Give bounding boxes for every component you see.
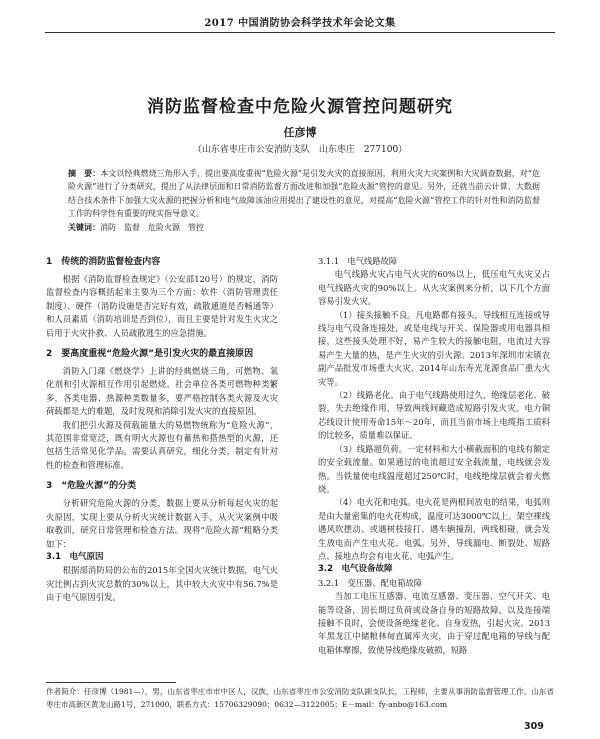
author-footnote: 作者简介：任彦博（1981—），男，山东省枣庄市市中区人，汉族，山东省枣庄市公安消防支队副支队长，工程师，主要从事消防监督管理工作。山东省枣庄市高新区黄龙山路1号，271000，联系方式：15706329090；0632—3122005；E－mail：fy-anbo@163.com <box>46 687 554 709</box>
subsection-3-1-1-paragraph-1: 电气线路火灾占电气火灾的60%以上，低压电气火灾又占电气线路火灾的90%以上。从火灾案例来分析，以下几个方面容易引发火灾。 <box>318 269 550 307</box>
subsection-3-1-1-paragraph-4: （3）线路超负荷。一定材料和大小横截面积的电线有额定的安全载流量。如果通过的电流超过安全载流量，电线就会发热。当铁量使电线温度超过250℃时，电线绝缘层就会着火燃烧。 <box>318 443 550 494</box>
subsection-3-2-1-paragraph: 当加工电压互感器、电流互感器、变压器、空气开关、电能等设备，因长期过负荷或设备自身的短路故障，以及连接端接触不良时，会使设备绝缘老化、自身发热，引起火灾。2013年黑龙江中储粮林甸直属库火灾，由于穿过配电箱的导线与配电箱体摩擦，致使导线绝缘皮破损，短路 <box>318 591 550 655</box>
subsection-3-1-1-paragraph-3: （2）线路老化。由于电气线路使用过久，绝缘层老化、破裂，失去绝缘作用，导致两线间藏造成短路引发火灾。电力铜芯线设计使用寿命15年～20年，而且当前市场上电缆指工质料的比较多，质量难以保证。 <box>318 390 550 441</box>
abstract <box>68 167 540 220</box>
left-column <box>46 255 278 605</box>
subsection-3-1-1-heading: 3.1.1 电气线路故障 <box>318 256 398 266</box>
subsection-3-1-heading: 3.1 电气原因 <box>46 551 104 562</box>
abstract-text: 本文以经典燃烧三角形入手，提出要高度重视“危险火源”是引发火灾的直接原因，利用火灾大灾案例和大灾调查数据，对“危险火源”进行了分类研究，提出了从法律层面和日常消防监督方面改进和加强“危险火源”管控的意见。另外，还就当前云计算、大数据结合技术条件下加强大灾火源的把握分析和电气故障该油应用提出了建设性的意见，对提高“危险火源”管控工作的针对性和消防监督工作的科学性有重要的现实指导意义。 <box>68 169 541 218</box>
subsection-3-1-1-paragraph-5: （4）电火花和电弧。电火花是两根间放电的结果，电弧则是由大量密集的电火花构成，温度可达3000℃以上。架空裸线遇风吹摆动、或遇树枝接打、遇车辆撞刮，两线相碰，就会发生放电而产生电火花、电弧。另外，导线漏电、断裂处、短路点、接地点均会有电火花、电弧产生。 <box>318 497 550 561</box>
abstract-block <box>68 167 540 234</box>
right-column <box>318 255 550 657</box>
running-header: 2017 中国消防协会科学技术年会论文集 <box>204 18 396 29</box>
header-divider <box>45 32 555 33</box>
page-number: 309 <box>524 721 544 732</box>
subsection-3-2-heading: 3.2 电气设备故障 <box>318 564 393 575</box>
section-2-paragraph-1: 消防入门课《燃烧学》上讲的经典燃烧三角，可燃物、氧化剂和引火源相互作用引起燃烧。社会单位各类可燃物种类繁多，各类电器、热源种类数量多，要严格控制各类火源及火灾荷载都是大的难题，及时发现和消除引发火灾的直接原因。 <box>46 366 278 417</box>
section-2-heading: 2 要高度重视“危险火源”是引发火灾的最直接原因 <box>46 349 254 360</box>
author-name: 任彦博 <box>283 126 317 139</box>
section-3-heading: 3 “危险火源”的分类 <box>46 481 137 492</box>
keywords-text: 消防 监督 危险火源 管控 <box>100 223 204 233</box>
subsection-3-1-paragraph: 根据部消防局的公布的2015年全国火灾统计数据，电气火灾比例占到火灾总数的30%以上，其中较大火灾中有56.7%是由于电气原因引发。 <box>46 565 278 603</box>
keywords-label: 关键词： <box>68 223 100 233</box>
subsection-3-1-1-paragraph-2: （1）接头接触不良。凡电路都有接头，导线相互连接或导线与电气设备连接处，或是电线与开关、保险器或用电器具相接，这些接头处理不好，易产生较大的接触电阻，电流过大容易产生大量的热，是产生火灾的引火源。2013年深圳市宋镇农副产品批发市场重大火灾、2014年山东寿光龙源食品厂重大火灾等。 <box>318 309 550 387</box>
section-1-paragraph: 根据《消防监督检查规定》（公安部120号）的规定，消防监督检查内容概括起来主要为三个方面：软件（消防管理责任制度）、硬件（消防设施是否完好有效，疏散通道是否畅通等）和人员素质（消防培训是否到位），而且主要是针对发生火灾之后用于火灾扑救、人员疏散逃生的应急措施。 <box>46 274 278 338</box>
section-2-paragraph-2: 我们把引火源及荷载能量大的易燃物统称为“危险火源”，其范围非常宽泛，既有明火火源也有蓄热和搭热型的火源，还包括生活常见化学品。需要认真研究，细化分类，制定有针对性的检查和管理标准。 <box>46 419 278 470</box>
keywords <box>68 221 540 234</box>
paper-title: 消防监督检查中危险火源管控问题研究 <box>147 97 453 117</box>
footnote-divider <box>46 682 176 683</box>
subsection-3-2-1-heading: 3.2.1 变压器、配电箱故障 <box>318 577 423 588</box>
author-affiliation: （山东省枣庄市公安消防支队 山东枣庄 277100） <box>192 145 408 155</box>
abstract-label: 摘 要： <box>68 169 101 178</box>
section-3-paragraph: 分析研究危险火源的分类，数据上要从分析每起火灾的起火原因，实现上要从分析火灾统计数据入手，从火灾案例中吸取教训，研究日常管理和检查方法。现将“危险火源”粗略分类如下： <box>46 498 278 549</box>
section-1-heading: 1 传统的消防监督检查内容 <box>46 257 161 267</box>
